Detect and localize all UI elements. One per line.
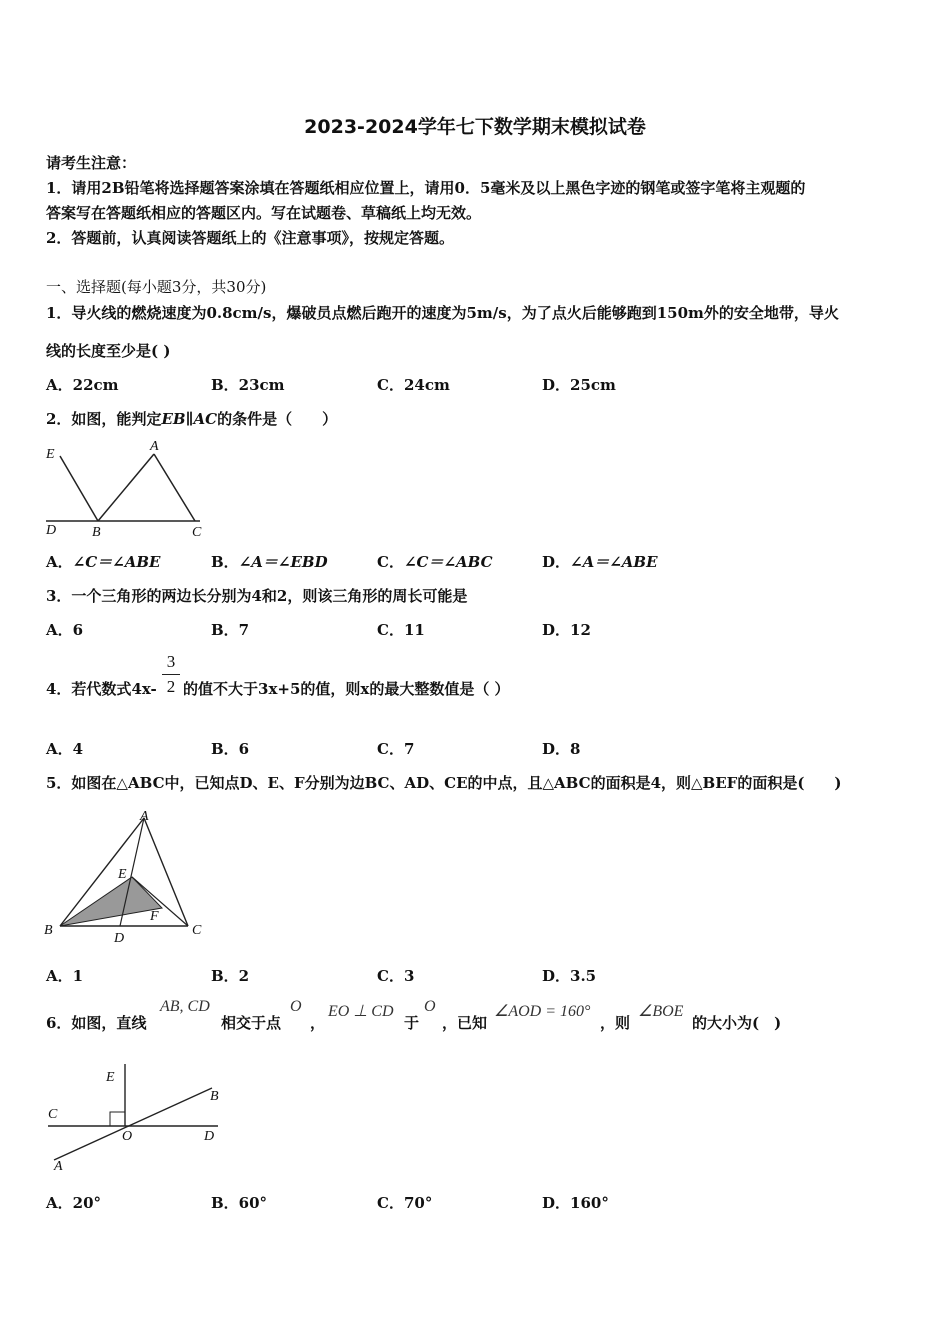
q3-option-b[interactable]: B．7: [211, 621, 250, 639]
q2-option-b[interactable]: [211, 551, 328, 572]
q2-figure: [40, 436, 220, 542]
q2-option-b-letter: B．: [211, 553, 239, 571]
q2-option-a-letter: A．: [46, 553, 73, 571]
label-b: B: [210, 1089, 219, 1104]
q6-option-a[interactable]: A．20°: [46, 1194, 102, 1212]
q6-option-d[interactable]: D．160°: [542, 1194, 609, 1212]
q4-prefix: 4．若代数式4x-: [46, 680, 157, 698]
q2-condition: EB∥AC: [161, 410, 218, 428]
q4-option-a[interactable]: A．4: [46, 740, 84, 758]
label-a: A: [140, 809, 149, 824]
q6-option-b[interactable]: B．60°: [211, 1194, 268, 1212]
label-o: O: [122, 1129, 133, 1144]
q5-option-b[interactable]: B．2: [211, 967, 250, 985]
label-f: F: [150, 909, 159, 924]
q6-math-4: O: [424, 998, 436, 1015]
q2-option-c-letter: C．: [377, 553, 404, 571]
q5-option-c[interactable]: C．3: [377, 967, 415, 985]
notice-heading: 请考生注意：: [46, 154, 137, 172]
notice-line-3: 2．答题前，认真阅读答题纸上的《注意事项》，按规定答题。: [46, 229, 454, 247]
label-b: B: [44, 923, 53, 938]
label-a: A: [54, 1159, 63, 1174]
q1-option-d[interactable]: D．25cm: [542, 376, 616, 394]
label-e: E: [118, 867, 127, 882]
label-a: A: [150, 439, 159, 454]
section-heading: 一、选择题(每小题3分，共30分): [46, 278, 267, 296]
label-e: E: [106, 1070, 115, 1085]
q2-option-a-expr: ∠C＝∠ABE: [72, 553, 161, 571]
q6-math-2: O: [290, 998, 302, 1015]
q2-option-c-expr: ∠C＝∠ABC: [403, 553, 493, 571]
q2-option-d[interactable]: [542, 551, 658, 572]
q2-suffix: 的条件是（ ）: [217, 410, 338, 428]
q6-part-5: ，已知: [442, 1014, 488, 1032]
question-2-text: [46, 408, 337, 429]
q2-option-d-letter: D．: [542, 553, 571, 571]
q5-figure: [40, 804, 210, 946]
q6-part-3: ，: [310, 1014, 326, 1032]
notice-line-1: 1．请用2B铅笔将选择题答案涂填在答题纸相应位置上，请用0．5毫米及以上黑色字迹的钢笔或签字笔将主观题的: [46, 179, 806, 197]
q6-math-3: EO ⊥ CD: [328, 1003, 394, 1020]
q3-option-a[interactable]: A．6: [46, 621, 84, 639]
q2-option-a[interactable]: [46, 551, 160, 572]
q6-part-4: 于: [404, 1014, 420, 1032]
q2-prefix: 2．如图，能判定: [46, 410, 162, 428]
q6-math-6: ∠BOE: [638, 1003, 684, 1020]
q4-option-c[interactable]: C．7: [377, 740, 415, 758]
q4-fraction-denominator: 2: [166, 677, 176, 696]
question-1-text-cont: 线的长度至少是( ): [46, 342, 171, 360]
q3-option-d[interactable]: D．12: [542, 621, 591, 639]
label-c: C: [48, 1107, 58, 1122]
q3-option-c[interactable]: C．11: [377, 621, 425, 639]
question-5-text: 5．如图在△ABC中，已知点D、E、F分别为边BC、AD、CE的中点，且△ABC的面积是4，则△BEF的面积是( ): [46, 774, 842, 792]
label-c: C: [192, 525, 202, 540]
q4-fraction-numerator: 3: [166, 652, 176, 671]
question-3-text: 3．一个三角形的两边长分别为4和2，则该三角形的周长可能是: [46, 587, 468, 605]
q6-figure: [40, 1056, 240, 1176]
label-c: C: [192, 923, 202, 938]
q2-option-d-expr: ∠A＝∠ABE: [570, 553, 658, 571]
q5-option-d[interactable]: D．3.5: [542, 967, 597, 985]
question-1-text: 1．导火线的燃烧速度为0.8cm/s，爆破员点燃后跑开的速度为5m/s，为了点火后能够跑到150m外的安全地带，导火: [46, 304, 839, 322]
q2-option-b-expr: ∠A＝∠EBD: [238, 553, 328, 571]
label-d: D: [114, 931, 125, 946]
label-e: E: [46, 447, 55, 462]
fraction-bar: [162, 674, 180, 675]
label-d: D: [46, 523, 57, 538]
q6-part-7: 的大小为( ): [692, 1014, 782, 1032]
q6-math-1: AB, CD: [160, 998, 210, 1015]
q1-option-b[interactable]: B．23cm: [211, 376, 285, 394]
label-b: B: [92, 525, 101, 540]
q6-option-c[interactable]: C．70°: [377, 1194, 433, 1212]
q1-option-a[interactable]: A．22cm: [46, 376, 119, 394]
q4-option-b[interactable]: B．6: [211, 740, 250, 758]
q5-option-a[interactable]: A．1: [46, 967, 84, 985]
q6-part-6: ，则: [600, 1014, 631, 1032]
page-title: 2023-2024学年七下数学期末模拟试卷: [304, 116, 646, 138]
label-d: D: [204, 1129, 215, 1144]
q1-option-c[interactable]: C．24cm: [377, 376, 450, 394]
q2-option-c[interactable]: [377, 551, 493, 572]
q4-fraction: [162, 652, 180, 697]
q6-part-2: 相交于点: [221, 1014, 282, 1032]
q4-suffix: 的值不大于3x+5的值，则x的最大整数值是（ ）: [183, 680, 510, 698]
q6-part-1: 6．如图，直线: [46, 1014, 147, 1032]
q6-math-5: ∠AOD = 160°: [494, 1003, 591, 1020]
notice-line-2: 答案写在答题纸相应的答题区内。写在试题卷、草稿纸上均无效。: [46, 204, 482, 222]
q4-option-d[interactable]: D．8: [542, 740, 581, 758]
